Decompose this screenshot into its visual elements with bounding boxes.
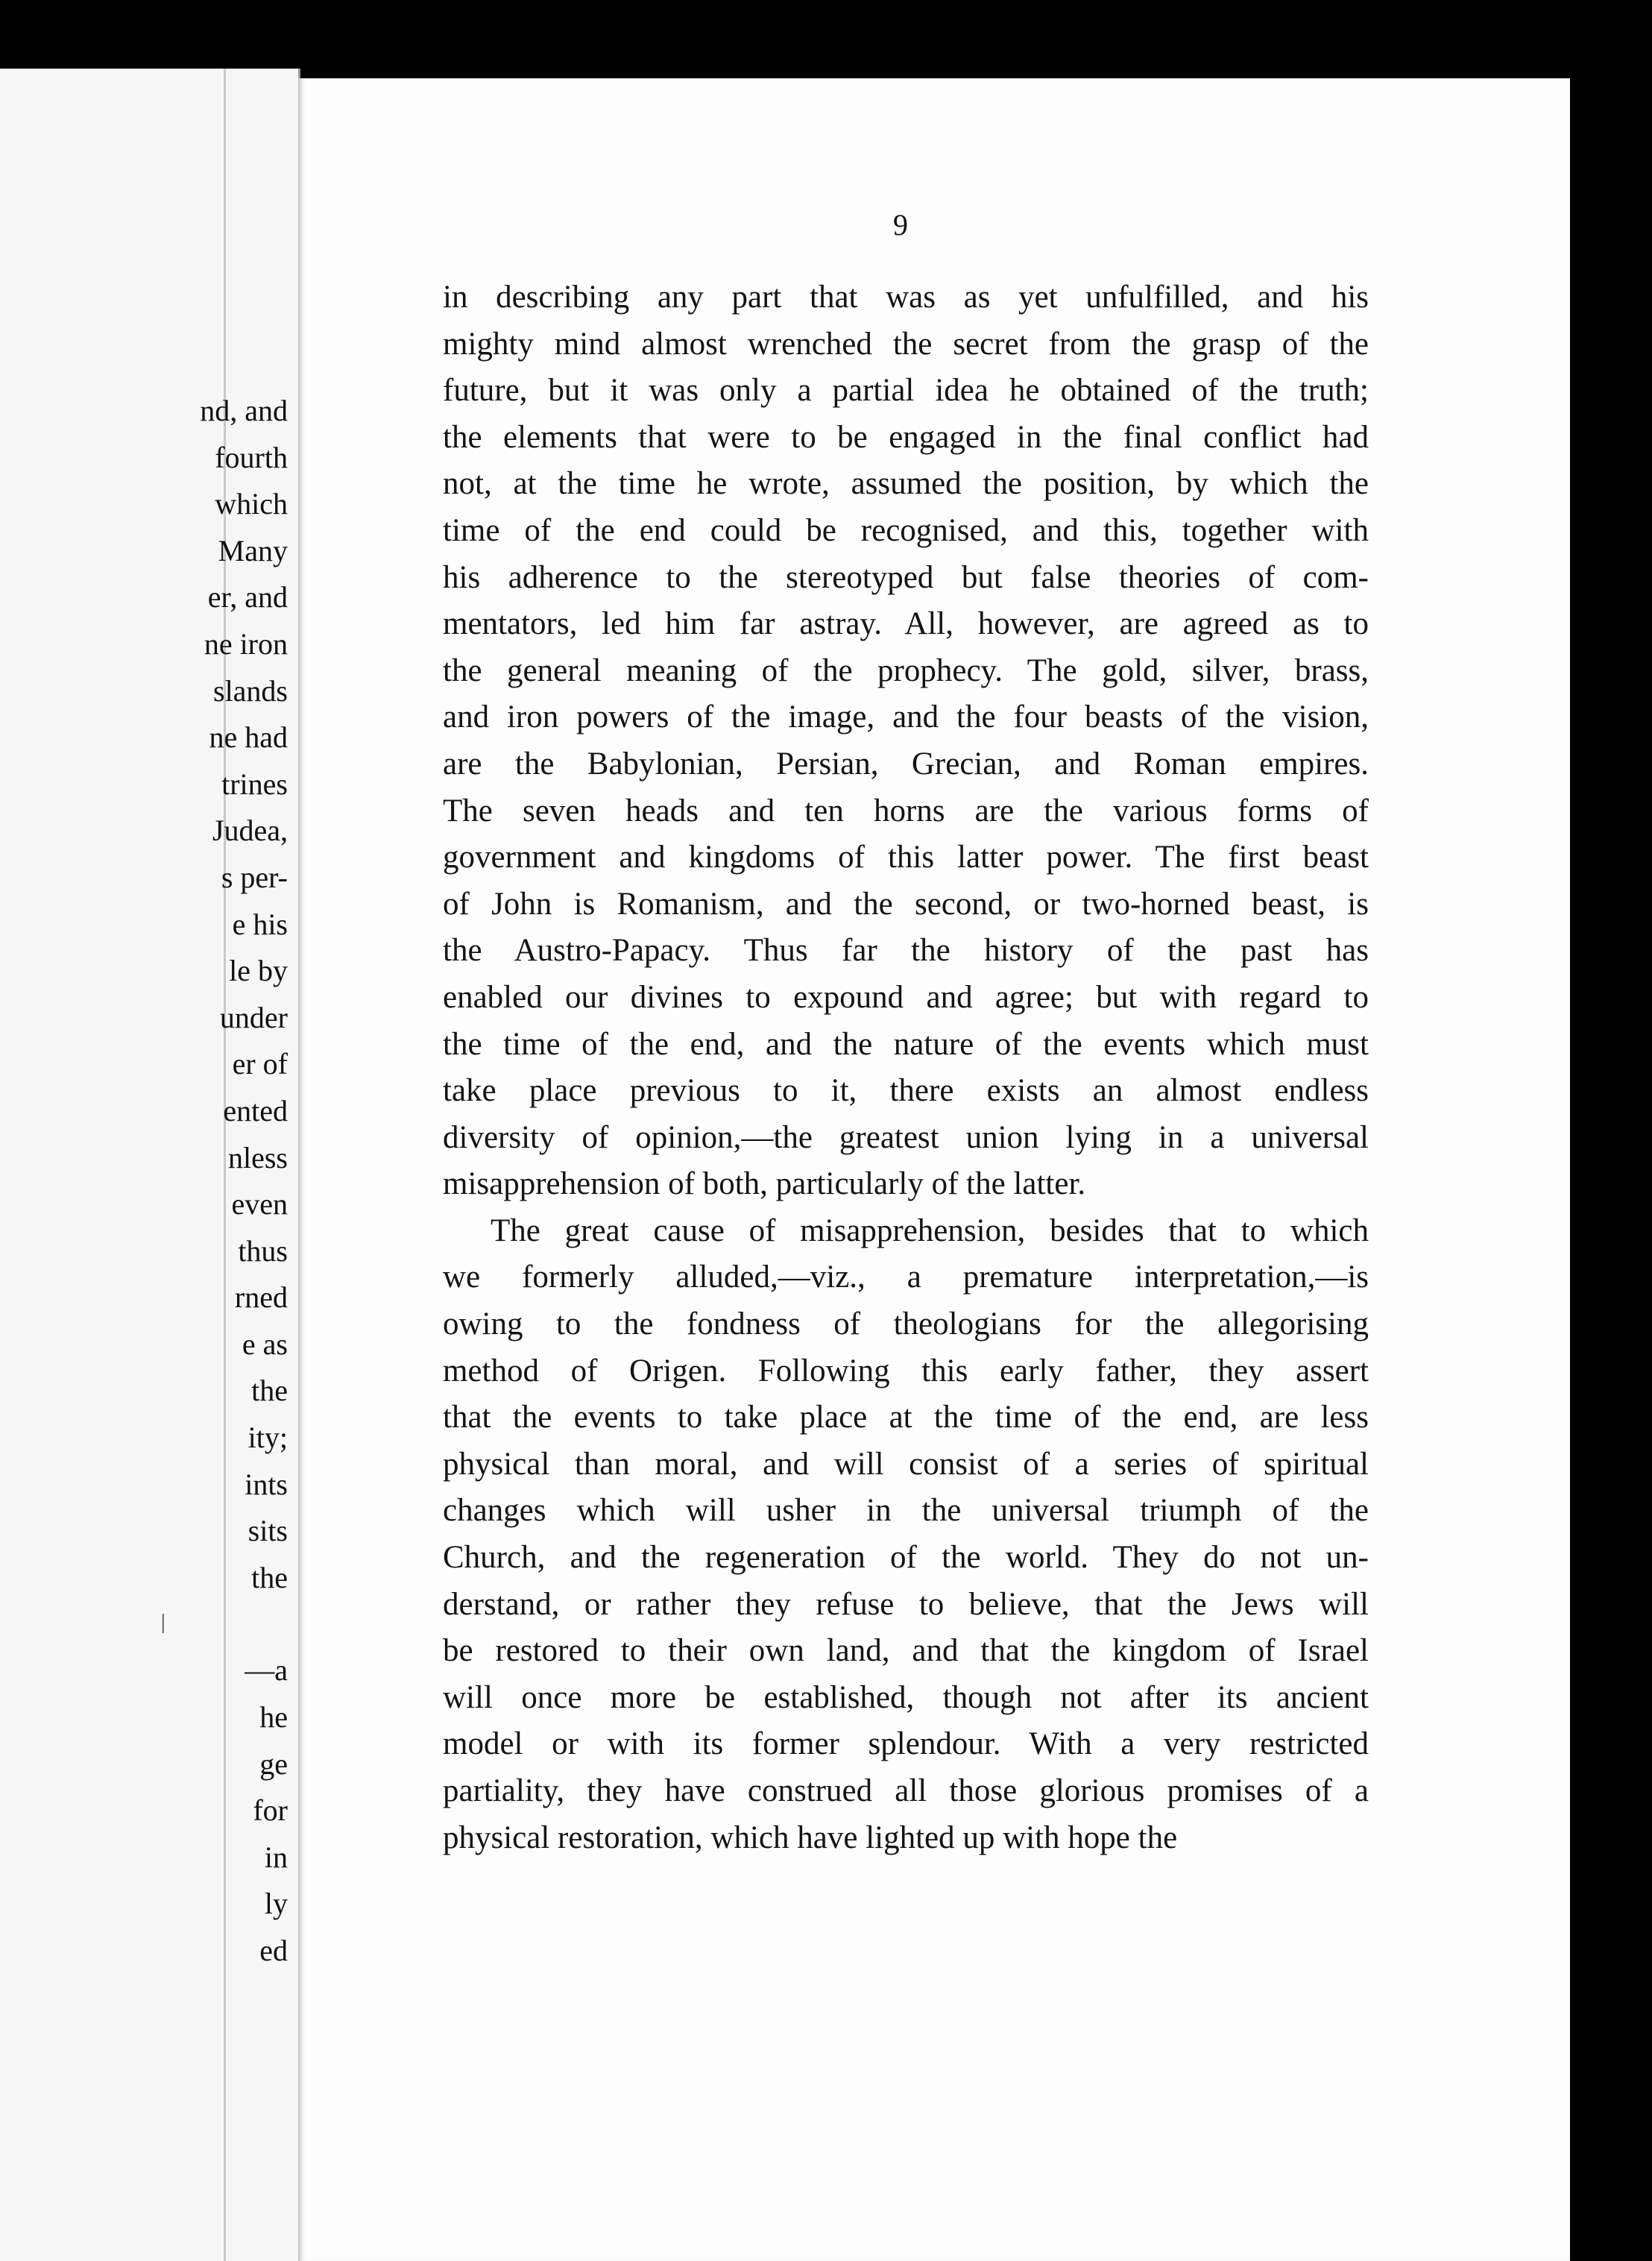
- left-fragment: ed: [259, 1934, 288, 1967]
- text-line: not, at the time he wrote, assumed the position, by which the: [443, 466, 1369, 502]
- text-line: be restored to their own land, and that the kingdom of Israel: [443, 1633, 1369, 1669]
- text-line: derstand, or rather they refuse to believe, that the Jews will: [443, 1586, 1369, 1622]
- text-line: mentators, led him far astray. All, however, are agreed as to: [443, 606, 1369, 642]
- paragraph-1: [443, 274, 1369, 1208]
- text-line: the time of the end, and the nature of the events which must: [443, 1026, 1369, 1062]
- body-text: [443, 274, 1369, 1861]
- text-line: of John is Romanism, and the second, or two-horned beast, is: [443, 886, 1369, 922]
- left-fragment: le by: [229, 954, 288, 988]
- text-line: time of the end could be recognised, and this, together with: [443, 512, 1369, 548]
- text-line: owing to the fondness of theologians for the allegorising: [443, 1306, 1369, 1342]
- left-fragment: s per-: [221, 860, 288, 894]
- text-line: are the Babylonian, Persian, Grecian, and Roman empires.: [443, 746, 1369, 782]
- left-fragment: ge: [259, 1746, 288, 1781]
- margin-mark: |: [161, 1611, 165, 1634]
- text-line: mighty mind almost wrenched the secret from the grasp of the: [443, 326, 1369, 362]
- text-line: that the events to take place at the time of the end, are less: [443, 1400, 1369, 1435]
- left-fragment: ne iron: [204, 626, 288, 661]
- text-line: The great cause of misapprehension, besides that to which: [491, 1213, 1369, 1248]
- text-line: partiality, they have construed all those glorious promises of a: [443, 1773, 1369, 1808]
- left-fragment: he: [259, 1700, 288, 1735]
- left-fragment: trines: [221, 767, 288, 801]
- left-fragment: thus: [238, 1233, 288, 1268]
- left-fragment: er, and: [207, 580, 288, 614]
- left-fragment: which: [215, 487, 288, 521]
- left-fragment: for: [253, 1793, 288, 1828]
- text-line: physical than moral, and will consist of a series of spiritual: [443, 1446, 1369, 1482]
- left-fragment: the: [251, 1560, 288, 1594]
- left-fragment: e his: [232, 907, 288, 941]
- left-fragment: ints: [245, 1467, 288, 1501]
- left-fragment: ented: [223, 1093, 288, 1128]
- left-page-fragments: [200, 388, 288, 1975]
- text-line: we formerly alluded,—viz., a premature interpretation,—is: [443, 1260, 1369, 1295]
- left-fragment: e as: [242, 1327, 288, 1361]
- text-line: will once more be established, though not after its ancient: [443, 1679, 1369, 1715]
- text-line: the elements that were to be engaged in the final conflict had: [443, 419, 1369, 455]
- left-fragment: the: [251, 1374, 288, 1408]
- text-line: Church, and the regeneration of the world. They do not un-: [443, 1540, 1369, 1576]
- left-fragment: under: [219, 1000, 288, 1034]
- text-line: physical restoration, which have lighted up with hope the: [443, 1820, 1178, 1855]
- left-fragment: even: [231, 1187, 288, 1221]
- text-line: diversity of opinion,—the greatest union lying in a universal: [443, 1119, 1369, 1155]
- text-line: The seven heads and ten horns are the various forms of: [443, 793, 1369, 828]
- left-fragment: —a: [245, 1653, 288, 1688]
- left-fragment: slands: [213, 673, 288, 708]
- left-fragment: ne had: [209, 720, 288, 755]
- left-page-edge: [0, 69, 300, 2261]
- left-fragment: rned: [234, 1280, 288, 1315]
- left-fragment: fourth: [215, 440, 288, 474]
- text-line: in describing any part that was as yet unfulfilled, and his: [443, 280, 1369, 315]
- text-line: changes which will usher in the universal triumph of the: [443, 1493, 1369, 1529]
- text-line: model or with its former splendour. With a very restricted: [443, 1726, 1369, 1762]
- text-line: method of Origen. Following this early father, they assert: [443, 1353, 1369, 1389]
- text-line: take place previous to it, there exists an almost endless: [443, 1073, 1369, 1109]
- left-fragment: Judea,: [212, 814, 288, 848]
- text-line: future, but it was only a partial idea he obtained of the truth;: [443, 373, 1369, 409]
- page-number: 9: [893, 208, 908, 242]
- left-fragment: in: [264, 1840, 288, 1874]
- left-fragment: ity;: [248, 1421, 288, 1455]
- text-line: his adherence to the stereotyped but false theories of com-: [443, 559, 1369, 595]
- text-line: and iron powers of the image, and the four beasts of the vision,: [443, 699, 1369, 735]
- left-fragment: nless: [228, 1140, 288, 1174]
- text-line: government and kingdoms of this latter power. The first beast: [443, 840, 1369, 875]
- left-fragment: er of: [232, 1047, 288, 1081]
- text-line: enabled our divines to expound and agree; but with regard to: [443, 979, 1369, 1015]
- text-line: the Austro-Papacy. Thus far the history of the past has: [443, 933, 1369, 969]
- text-line: misapprehension of both, particularly of the latter.: [443, 1166, 1086, 1202]
- left-fragment: Many: [218, 533, 288, 567]
- paragraph-2: [443, 1208, 1369, 1861]
- left-fragment: ly: [264, 1887, 288, 1921]
- text-line: the general meaning of the prophecy. The gold, silver, brass,: [443, 652, 1369, 688]
- left-fragment: sits: [248, 1514, 288, 1548]
- left-fragment: nd, and: [200, 394, 288, 427]
